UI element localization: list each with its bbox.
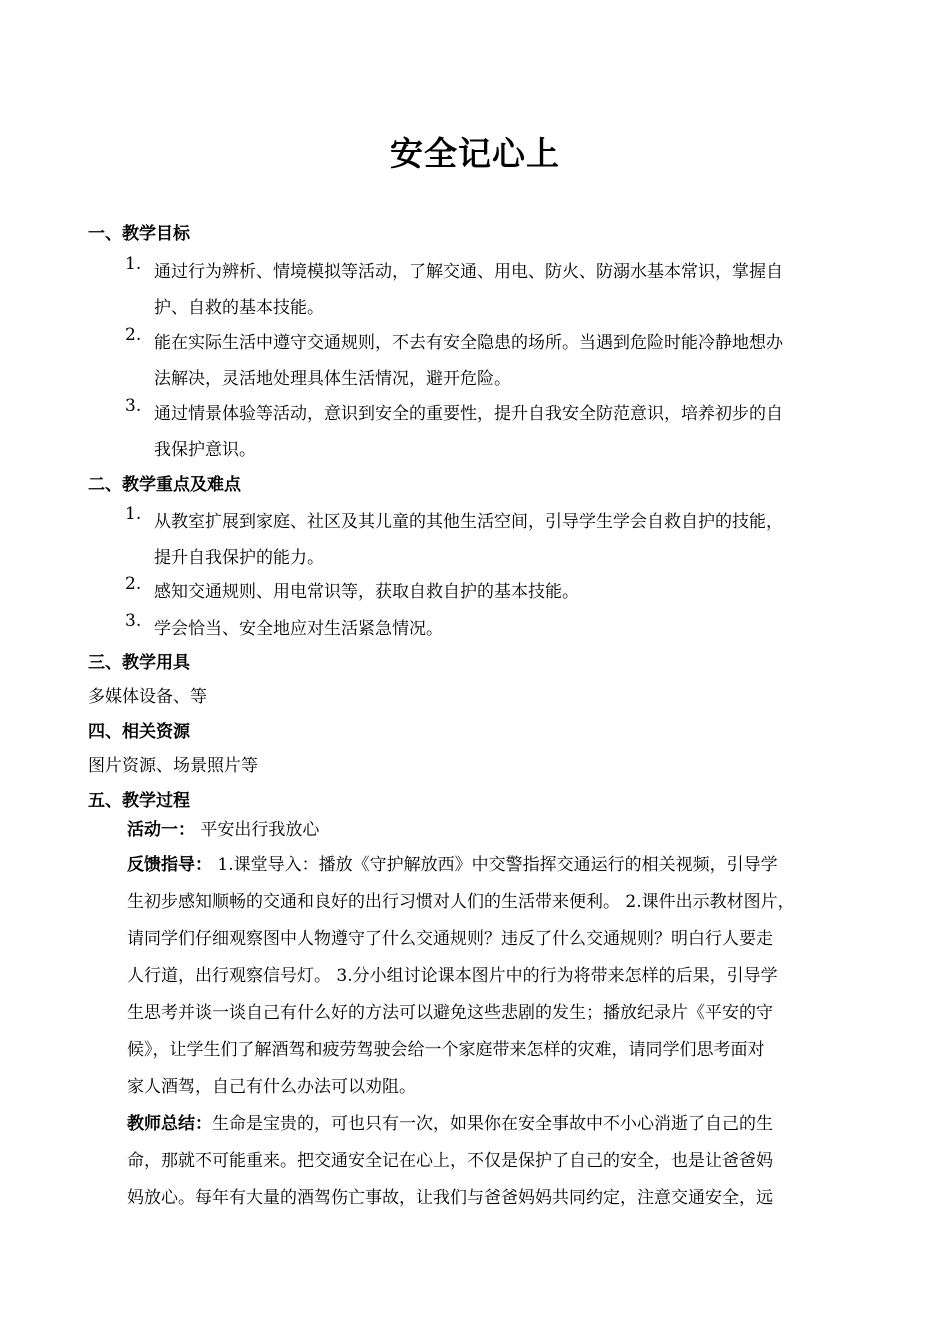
summary-line: 命，那就不可能重来。把交通安全记在心上，不仅是保护了自己的安全，也是让爸爸妈 (127, 1151, 773, 1171)
feedback-line: 家人酒驾，自己有什么办法可以劝阻。 (127, 1077, 416, 1097)
list-number: 3. (125, 396, 142, 416)
summary-line: 生命是宝贵的，可也只有一次，如果你在安全事故中不小心消逝了自己的生 (212, 1114, 773, 1134)
feedback-line: 生思考并谈一谈自己有什么好的方法可以避免这些悲剧的发生；播放纪录片《平安的守 (127, 1003, 773, 1023)
feedback-line: 生初步感知顺畅的交通和良好的出行习惯对人们的生活带来便利。 2.课件出示教材图片， (127, 892, 795, 912)
list-item (88, 396, 868, 468)
list-item (88, 325, 868, 397)
list-text-cont: 法解决，灵活地处理具体生活情况，避开危险。 (154, 369, 511, 389)
activity-line (127, 812, 872, 849)
list-text: 感知交通规则、用电常识等，获取自救自护的基本技能。 (154, 582, 579, 602)
feedback-line: 候》，让学生们了解酒驾和疲劳驾驶会给一个家庭带来怎样的灾难，请同学们思考面对 (127, 1040, 765, 1060)
activity-label: 活动一： (127, 820, 195, 840)
feedback-line: 1.课堂导入：播放《守护解放西》中交警指挥交通运行的相关视频，引导学 (217, 855, 778, 875)
feedback-paragraph (127, 847, 872, 1106)
summary-line: 妈放心。每年有大量的酒驾伤亡事故，让我们与爸爸妈妈共同约定，注意交通安全，远 (127, 1188, 773, 1208)
section-heading-resources: 四、相关资源 (88, 722, 190, 742)
list-item (88, 504, 868, 576)
feedback-line: 人行道，出行观察信号灯。 3.分小组讨论课本图片中的行为将带来怎样的后果，引导学 (127, 966, 778, 986)
section-heading-goals: 一、教学目标 (88, 224, 190, 244)
list-text-cont: 提升自我保护的能力。 (154, 548, 324, 568)
list-number: 2. (125, 325, 142, 345)
list-text: 通过行为辨析、情境模拟等活动，了解交通、用电、防火、防溺水基本常识，掌握自 (154, 262, 783, 282)
list-number: 2. (125, 574, 142, 594)
list-item (88, 611, 868, 647)
section-heading-process: 五、教学过程 (88, 791, 190, 811)
page-title: 安全记心上 (390, 134, 560, 173)
list-item (88, 574, 868, 610)
section-body-tools: 多媒体设备、等 (88, 687, 207, 707)
section-heading-tools: 三、教学用具 (88, 653, 190, 673)
list-number: 1. (125, 254, 142, 274)
section-heading-keypoints: 二、教学重点及难点 (88, 475, 241, 495)
list-text: 从教室扩展到家庭、社区及其儿童的其他生活空间，引导学生学会自救自护的技能， (154, 512, 783, 532)
summary-paragraph (127, 1106, 872, 1217)
list-item (88, 254, 868, 326)
feedback-line: 请同学们仔细观察图中人物遵守了什么交通规则？违反了什么交通规则？明白行人要走 (127, 929, 773, 949)
list-text-cont: 我保护意识。 (154, 440, 256, 460)
activity-text: 平安出行我放心 (200, 820, 320, 840)
list-text-cont: 护、自救的基本技能。 (154, 298, 324, 318)
feedback-label: 反馈指导： (127, 855, 212, 875)
summary-label: 教师总结： (127, 1114, 212, 1134)
list-text: 通过情景体验等活动，意识到安全的重要性，提升自我安全防范意识，培养初步的自 (154, 404, 783, 424)
section-body-resources: 图片资源、场景照片等 (88, 756, 258, 776)
list-number: 1. (125, 504, 142, 524)
list-text: 学会恰当、安全地应对生活紧急情况。 (154, 619, 443, 639)
list-number: 3. (125, 611, 142, 631)
list-text: 能在实际生活中遵守交通规则，不去有安全隐患的场所。当遇到危险时能冷静地想办 (154, 333, 783, 353)
